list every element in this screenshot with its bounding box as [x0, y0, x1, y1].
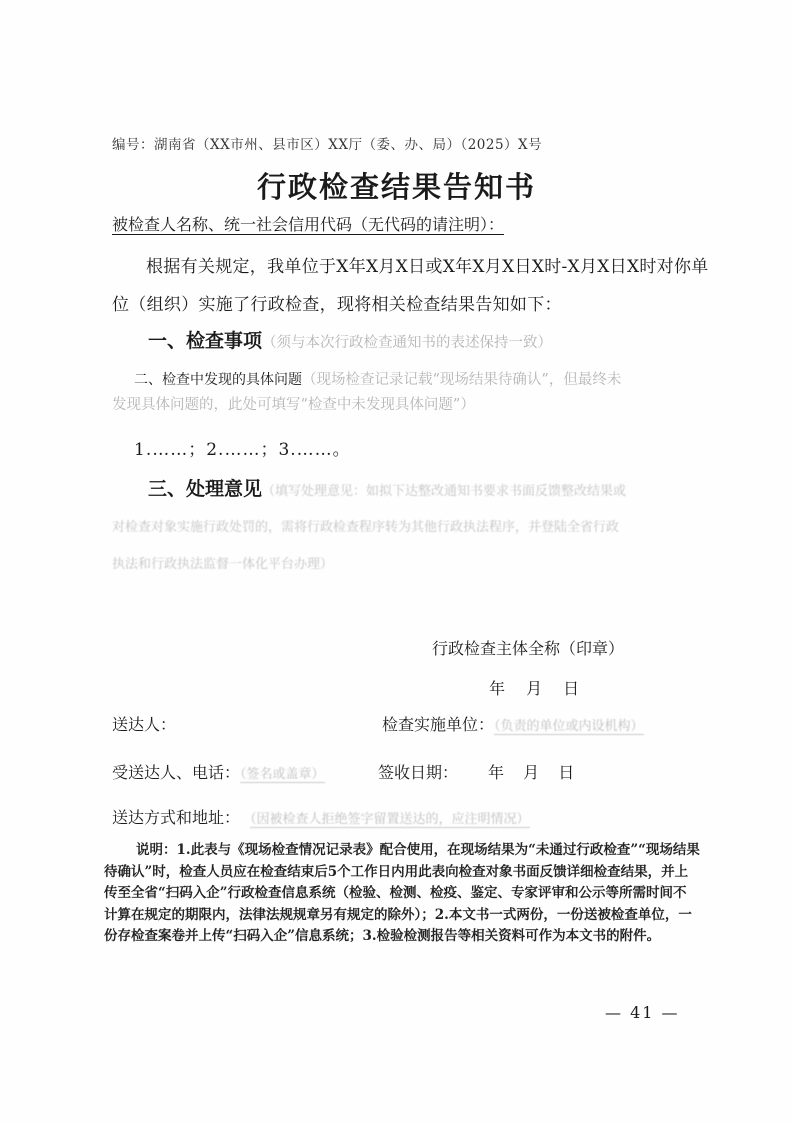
delivery-method-hint: （因被检查人拒绝签字留置送达的，应注明情况） [250, 812, 530, 827]
subject-seal-line: 行政检查主体全称（印章） [432, 639, 625, 658]
sign-date-label: 签收日期： [378, 763, 459, 782]
issue-list: 1.……；2.……；3.……。 [134, 440, 351, 460]
section-3-hint-line3: 执法和行政执法监督一体化平台办理） [112, 557, 334, 572]
inspection-unit-label: 检查实施单位： [382, 715, 495, 734]
section-handling-opinion [148, 474, 626, 501]
section-1-heading: 一、检查事项 [148, 330, 263, 352]
inspection-unit-hint: （负责的单位或内设机构） [494, 719, 644, 734]
issue-date: 年 月 日 [489, 679, 580, 698]
inspection-unit [382, 712, 644, 735]
intro-paragraph: 根据有关规定，我单位于X年X月X日或X年X月X日X时-X月X日X时对你单位（组织）实施了行政检查，现将相关检查结果告知如下： [112, 257, 709, 315]
document-number: 编号：湖南省（XX市州、县市区）XX厅（委、办、局）（2025）X号 [112, 137, 543, 153]
sender-label: 送达人： [112, 715, 177, 734]
section-3-hint-line2: 对检查对象实施行政处罚的，需将行政检查程序转为其他行政执法程序，并登陆全省行政 [112, 520, 620, 535]
section-1-hint: （须与本次行政检查通知书的表述保持一致） [262, 335, 553, 351]
explanatory-note: 说明：1.此表与《现场检查情况记录表》配合使用，在现场结果为“未通过行政检查”“现场结果待确认”时，检查人员应在检查结束后5个工作日内用此表向检查对象书面反馈详细检查结果，并上传至全省“扫码入企”行政检查信息系统（检验、检测、检疫、鉴定、专家评审和公示等所需时间不计算在规定的期限内，法律法规规章另有规定的除外）；2.本文书一式两份，一份送被检查单位，一份存检查案卷并上传“扫码入企”信息系统；3.检验检测报告等相关资料可作为本文书的附件。 [104, 842, 700, 944]
receiver-hint: （签名或盖章） [240, 767, 325, 782]
section-3-heading: 三、处理意见 [148, 478, 263, 500]
sign-date [378, 760, 574, 783]
sign-date-value: 年 月 日 [488, 763, 575, 782]
section-issues [134, 368, 621, 389]
section-2-hint-line1: （现场检查记录记载“现场结果待确认”，但最终未 [302, 372, 622, 388]
section-2-hint-line2: 发现具体问题的，此处可填写“检查中未发现具体问题”） [112, 397, 475, 413]
section-inspection-items [148, 326, 552, 353]
section-2-heading: 二、检查中发现的具体问题 [134, 372, 302, 388]
delivery-method-label: 送达方式和地址： [112, 808, 241, 827]
page-number: — 41 — [605, 1003, 680, 1022]
section-3-hint-line1: （填写处理意见：如拟下达整改通知书要求书面反馈整改结果或 [262, 484, 627, 499]
receiver [112, 760, 325, 783]
inspected-party-line: 被检查人名称、统一社会信用代码（无代码的请注明）： [112, 215, 505, 234]
receiver-label: 受送达人、电话： [112, 763, 241, 782]
document-title: 行政检查结果告知书 [256, 170, 536, 204]
delivery-method [112, 805, 530, 828]
